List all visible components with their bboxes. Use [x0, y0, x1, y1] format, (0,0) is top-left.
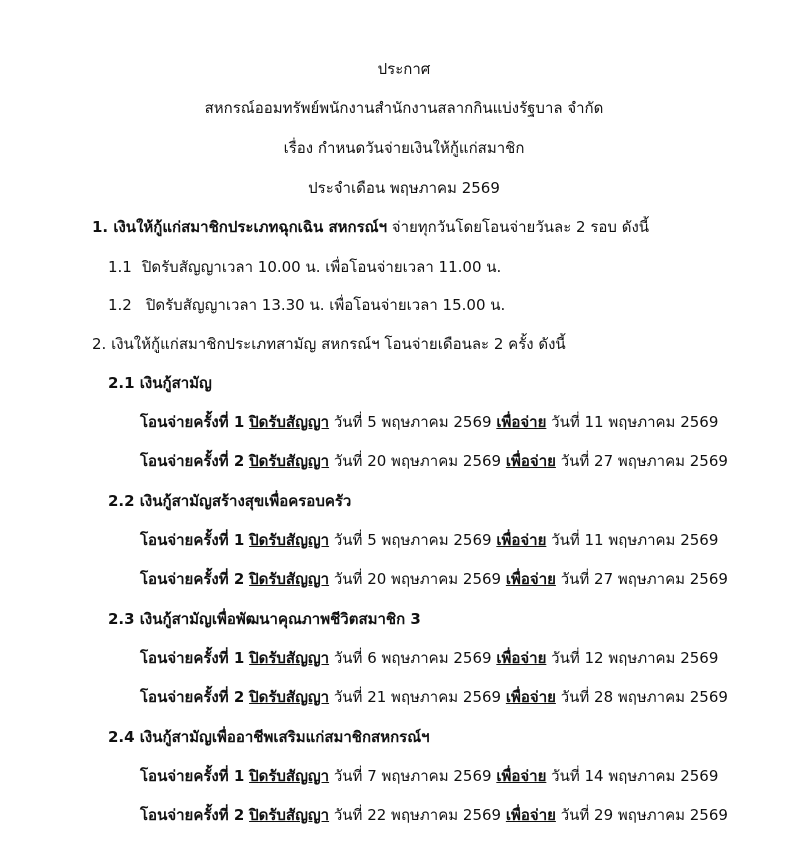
pay-label: เพื่อจ่าย [496, 413, 547, 431]
day-prefix: วันที่ [551, 767, 580, 785]
round-label: โอนจ่ายครั้งที่ 2 [140, 452, 245, 470]
close-date: 5 พฤษภาคม 2569 [367, 531, 492, 549]
day-prefix: วันที่ [333, 806, 363, 824]
close-label: ปิดรับสัญญา [249, 570, 330, 588]
day-prefix: วันที่ [560, 806, 590, 824]
day-prefix: วันที่ [560, 452, 590, 470]
payment-round [140, 529, 718, 551]
day-prefix: วันที่ [560, 570, 590, 588]
close-date: 20 พฤษภาคม 2569 [367, 452, 502, 470]
announcement-period: ประจำเดือน พฤษภาคม 2569 [308, 179, 500, 197]
day-prefix: วันที่ [333, 649, 363, 667]
pay-label: เพื่อจ่าย [505, 452, 556, 470]
round-label: โอนจ่ายครั้งที่ 2 [140, 688, 245, 706]
close-date: 7 พฤษภาคม 2569 [367, 767, 492, 785]
section1-heading [92, 216, 649, 238]
close-label: ปิดรับสัญญา [249, 767, 330, 785]
pay-label: เพื่อจ่าย [505, 806, 556, 824]
round-label: โอนจ่ายครั้งที่ 1 [140, 649, 245, 667]
day-prefix: วันที่ [551, 649, 580, 667]
item-number: 1.2 [108, 296, 132, 314]
payment-round [140, 647, 718, 669]
round-label: โอนจ่ายครั้งที่ 1 [140, 531, 245, 549]
payment-round [140, 765, 718, 787]
organization-name: สหกรณ์ออมทรัพย์พนักงานสำนักงานสลากกินแบ่งรัฐบาล จำกัด [204, 99, 604, 117]
subsection-title: 2.3 เงินกู้สามัญเพื่อพัฒนาคุณภาพชีวิตสมาชิก 3 [108, 610, 421, 628]
pay-date: 11 พฤษภาคม 2569 [584, 531, 719, 549]
pay-date: 28 พฤษภาคม 2569 [594, 688, 728, 706]
close-date: 22 พฤษภาคม 2569 [367, 806, 502, 824]
day-prefix: วันที่ [333, 452, 363, 470]
day-prefix: วันที่ [333, 570, 363, 588]
close-date: 21 พฤษภาคม 2569 [367, 688, 502, 706]
close-label: ปิดรับสัญญา [249, 649, 330, 667]
day-prefix: วันที่ [333, 688, 363, 706]
round-label: โอนจ่ายครั้งที่ 1 [140, 767, 245, 785]
pay-label: เพื่อจ่าย [505, 570, 556, 588]
pay-date: 12 พฤษภาคม 2569 [584, 649, 719, 667]
day-prefix: วันที่ [551, 531, 580, 549]
pay-label: เพื่อจ่าย [496, 767, 547, 785]
section1-heading-bold: 1. เงินให้กู้แก่สมาชิกประเภทฉุกเฉิน สหกรณ์ฯ [92, 218, 388, 236]
section1-item [108, 256, 501, 278]
day-prefix: วันที่ [333, 413, 363, 431]
payment-round [140, 450, 728, 472]
round-label: โอนจ่ายครั้งที่ 1 [140, 413, 245, 431]
close-date: 20 พฤษภาคม 2569 [367, 570, 502, 588]
close-label: ปิดรับสัญญา [249, 531, 330, 549]
close-label: ปิดรับสัญญา [249, 452, 330, 470]
subsection-title: 2.1 เงินกู้สามัญ [108, 374, 212, 392]
day-prefix: วันที่ [551, 413, 580, 431]
pay-date: 11 พฤษภาคม 2569 [584, 413, 719, 431]
announcement-subject: เรื่อง กำหนดวันจ่ายเงินให้กู้แก่สมาชิก [283, 139, 525, 157]
close-label: ปิดรับสัญญา [249, 806, 330, 824]
day-prefix: วันที่ [333, 767, 363, 785]
close-label: ปิดรับสัญญา [249, 413, 330, 431]
pay-date: 27 พฤษภาคม 2569 [594, 570, 728, 588]
item-number: 1.1 [108, 258, 132, 276]
round-label: โอนจ่ายครั้งที่ 2 [140, 806, 245, 824]
round-label: โอนจ่ายครั้งที่ 2 [140, 570, 245, 588]
pay-label: เพื่อจ่าย [496, 531, 547, 549]
payment-round [140, 804, 728, 826]
subsection-title: 2.2 เงินกู้สามัญสร้างสุขเพื่อครอบครัว [108, 492, 352, 510]
section1-heading-rest: จ่ายทุกวันโดยโอนจ่ายวันละ 2 รอบ ดังนี้ [387, 218, 650, 236]
payment-round [140, 411, 718, 433]
payment-round [140, 686, 728, 708]
item-text: ปิดรับสัญญาเวลา 10.00 น. เพื่อโอนจ่ายเวลา 11.00 น. [141, 258, 502, 276]
close-date: 6 พฤษภาคม 2569 [367, 649, 492, 667]
pay-label: เพื่อจ่าย [496, 649, 547, 667]
section1-item [108, 294, 505, 316]
close-label: ปิดรับสัญญา [249, 688, 330, 706]
close-date: 5 พฤษภาคม 2569 [367, 413, 492, 431]
announcement-title: ประกาศ [377, 60, 431, 78]
day-prefix: วันที่ [333, 531, 363, 549]
day-prefix: วันที่ [560, 688, 590, 706]
pay-date: 29 พฤษภาคม 2569 [594, 806, 728, 824]
item-text: ปิดรับสัญญาเวลา 13.30 น. เพื่อโอนจ่ายเวลา 15.00 น. [145, 296, 506, 314]
pay-date: 27 พฤษภาคม 2569 [594, 452, 728, 470]
subsection-title: 2.4 เงินกู้สามัญเพื่ออาชีพเสริมแก่สมาชิกสหกรณ์ฯ [108, 728, 430, 746]
pay-date: 14 พฤษภาคม 2569 [584, 767, 719, 785]
section2-heading: 2. เงินให้กู้แก่สมาชิกประเภทสามัญ สหกรณ์ฯ โอนจ่ายเดือนละ 2 ครั้ง ดังนี้ [92, 335, 566, 353]
pay-label: เพื่อจ่าย [505, 688, 556, 706]
payment-round [140, 568, 728, 590]
